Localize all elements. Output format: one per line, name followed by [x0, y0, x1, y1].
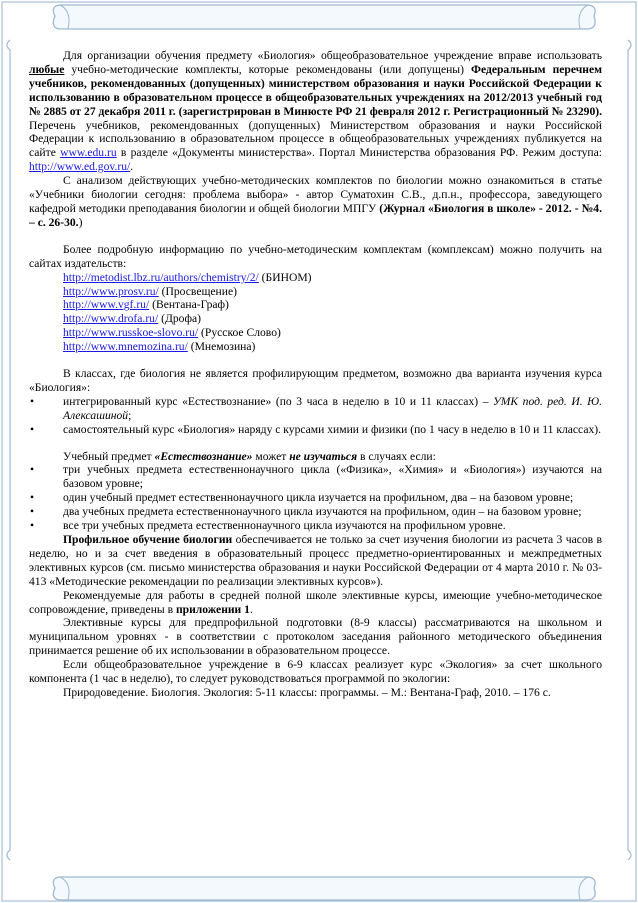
- publisher-link[interactable]: http://www.drofa.ru/: [63, 312, 159, 326]
- bottom-scroll-banner: [53, 877, 595, 900]
- paragraph-variants: В классах, где биология не является профилирующим предметом, возможно два варианта изучения курса «Биология»:: [29, 367, 602, 394]
- bullet-icon: •: [30, 422, 35, 436]
- bullet-item: [29, 463, 602, 491]
- bullet-icon: •: [30, 394, 35, 408]
- text: два учебных предмета естественнонаучного цикла изучаются на профильном, один – на базовом уровне;: [63, 505, 582, 519]
- journal-reference: (Журнал «Биология в школе» - 2012. - №4. – с. 26-30.: [29, 201, 602, 229]
- text: С анализом действующих учебно-методических комплектов по биологии можно ознакомиться в статье «Учебники биологии сегодня: проблема выбора» - автор Суматохин С.В., д.п.н., профессора, заведующего кафедрой методики преподавания биологии и общей биологии МПГУ: [29, 174, 602, 215]
- subject-name: «Естествознание»: [154, 449, 253, 463]
- paragraph-analysis: [29, 174, 602, 230]
- right-border-ornament: [628, 40, 631, 860]
- publisher-link[interactable]: http://www.prosv.ru/: [63, 284, 159, 298]
- list-item: [63, 271, 602, 285]
- publisher-links-list: [29, 271, 602, 354]
- ed-gov-link[interactable]: http://www.ed.gov.ru/: [29, 160, 131, 174]
- publisher-link[interactable]: http://www.vgf.ru/: [63, 298, 150, 312]
- list-item: [63, 340, 602, 354]
- paragraph-publishers-intro: Более подробную информацию по учебно-методическим комплектам (комплексам) можно получить на сайтах издательств:: [29, 242, 602, 270]
- paragraph-pre-profile: Элективные курсы для предпрофильной подготовки (8-9 классы) рассматриваются на школьном и муниципальном уровнях - в соответствии с протоколом заседания районного методического объединения принимается решение об их использовании в образовательном процессе.: [29, 616, 602, 658]
- text: обеспечивается не только за счет изучения биологии из расчета 3 часов в неделю, но и за счет введения в образовательный процесс предметно-ориентированных и межпредметных элективных курсов (см. письмо министерства образования и науки Российской Федерации от 4 марта 2010 г. № 03-413 «Методические рекомендации по реализации элективных курсов»).: [29, 533, 602, 588]
- bullet-item: [29, 395, 602, 423]
- paragraph-ecology: Если общеобразовательное учреждение в 6-9 классах реализует курс «Экология» за счет школьного компонента (1 час в неделю), то следует руководствоваться программой по экологии:: [29, 658, 602, 686]
- bullet-icon: •: [30, 519, 35, 533]
- text: три учебных предмета естественнонаучного цикла («Физика», «Химия» и «Биология») изучаются на базовом уровне;: [63, 463, 602, 491]
- bottom-scroll-curls: [60, 877, 588, 900]
- top-scroll-banner: [53, 5, 595, 29]
- not-studied-emphasis: не изучаться: [289, 449, 358, 463]
- publisher-link[interactable]: http://www.russkoe-slovo.ru/: [63, 326, 199, 340]
- spacer: [29, 230, 602, 243]
- text: может: [252, 449, 290, 463]
- federal-list-reference: Федеральным перечнем учебников, рекомендованных (допущенных) министерством образования и науки Российской Федерации к использованию в образовательном процессе в общеобразовательных учреждениях на 2012/2013 учебный год № 2885 от 27 декабря 2011 г. (зарегистрирован в Минюсте РФ 21 февраля 2012 г. Регистрационный № 23290).: [29, 62, 602, 118]
- paragraph-natural-science: [29, 450, 602, 464]
- bullet-item: [29, 423, 602, 437]
- text: один учебный предмет естественнонаучного цикла изучается на профильном, два – на базовом уровне;: [63, 491, 574, 505]
- text: ): [78, 215, 83, 229]
- publisher-name: (БИНОМ): [258, 270, 312, 284]
- text: интегрированный курс «Естествознание» (по 3 часа в неделю в 10 и 11 классах) –: [63, 394, 493, 408]
- text: Учебный предмет: [63, 449, 155, 463]
- profile-education-heading: Профильное обучение биологии: [63, 533, 233, 546]
- top-scroll-curls: [60, 5, 588, 29]
- paragraph-fpu: [29, 49, 602, 174]
- publisher-name: (Просвещение): [158, 284, 237, 298]
- bullet-icon: •: [30, 463, 35, 477]
- paragraph-elective-courses: [29, 589, 602, 617]
- text: Рекомендуемые для работы в средней полной школе элективные курсы, имеющие учебно-методическое сопровождение, приведены в: [29, 588, 602, 616]
- text: в разделе «Документы министерства». Портал Министерства образования РФ. Режим доступа:: [116, 146, 602, 160]
- list-item: [63, 298, 602, 312]
- publisher-link[interactable]: http://metodist.lbz.ru/authors/chemistry/2/: [63, 270, 259, 284]
- umk-reference: УМК под. ред. И. Ю. Алексашиной: [63, 394, 602, 422]
- text: учебно-методические комплекты, которые рекомендованы (или допущены): [64, 62, 471, 76]
- text: ;: [128, 408, 132, 422]
- bullet-icon: •: [30, 505, 35, 519]
- text: самостоятельный курс «Биология» наряду с курсами химии и физики (по 1 часу в неделю в 10 и 11 классах).: [63, 422, 602, 436]
- text: Перечень учебников, рекомендованных (допущенных) Министерством образования и науки Российской Федерации к использованию в образовательном процессе в общеобразовательных учреждениях публикуется на сайте: [29, 118, 602, 160]
- bullet-icon: •: [30, 491, 35, 505]
- paragraph-profile-education: [29, 533, 602, 589]
- text: .: [130, 160, 134, 174]
- list-item: [63, 326, 602, 340]
- bullet-item: [29, 491, 602, 505]
- list-item: [63, 312, 602, 326]
- emphasis-any: любые: [29, 62, 65, 76]
- publisher-name: (Мнемозина): [187, 340, 256, 354]
- publisher-name: (Дрофа): [158, 312, 201, 326]
- spacer: [29, 437, 602, 450]
- text: в случаях если:: [357, 449, 436, 463]
- list-item: [63, 285, 602, 299]
- appendix-reference: приложении 1: [175, 602, 250, 616]
- publisher-link[interactable]: http://www.mnemozina.ru/: [63, 340, 188, 354]
- bullet-item: [29, 519, 602, 533]
- left-border-ornament: [7, 40, 10, 860]
- edu-ru-link[interactable]: www.edu.ru: [60, 146, 117, 160]
- bullet-item: [29, 505, 602, 519]
- program-reference: Природоведение. Биология. Экология: 5-11 классы: программы. – М.: Вентана-Граф, 2010. – 176 с.: [63, 685, 551, 699]
- publisher-name: (Вентана-Граф): [149, 298, 229, 312]
- text: все три учебных предмета естественнонаучного цикла изучаются на профильном уровне.: [63, 519, 506, 533]
- spacer: [29, 354, 602, 367]
- document-body: [29, 49, 602, 700]
- text: .: [249, 602, 253, 616]
- publisher-name: (Русское Слово): [198, 326, 281, 340]
- text: Для организации обучения предмету «Биология» общеобразовательное учреждение вправе использовать: [63, 49, 602, 62]
